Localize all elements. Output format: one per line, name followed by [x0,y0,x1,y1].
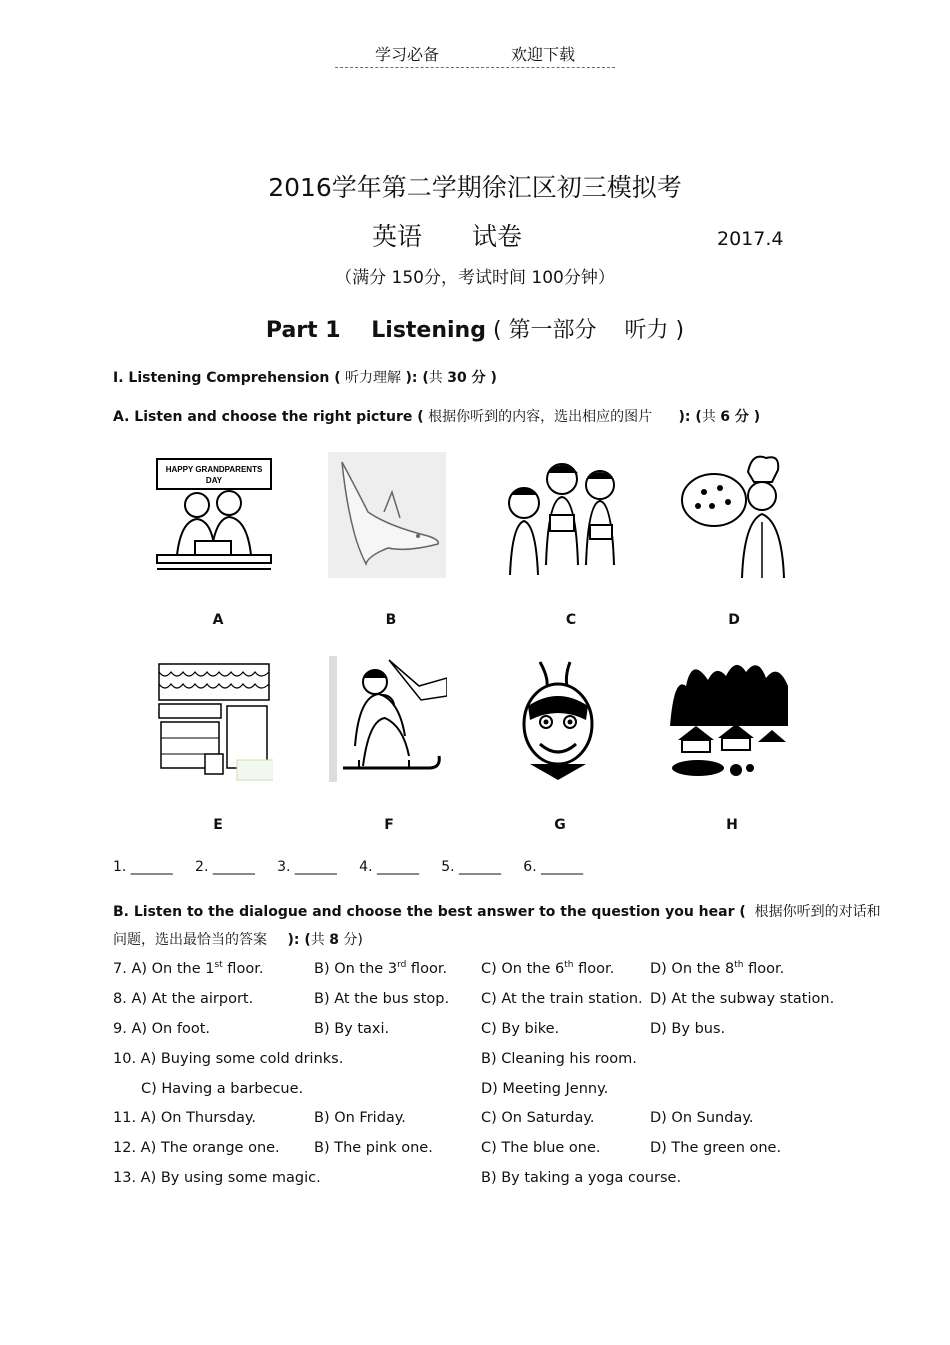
header-left: 学习必备 [374,45,439,64]
q9-option-a[interactable]: 9. A) On foot. [113,1021,210,1037]
picture-label-b: B [385,612,397,628]
q10-option-b[interactable]: B) Cleaning his room. [481,1051,637,1067]
q11-option-a[interactable]: 11. A) On Thursday. [113,1110,257,1126]
section-b-heading-line1: B. Listen to the dialogue and choose the best answer to the question you hear ( 根据你听到的对话和 [113,904,881,920]
header-line [335,42,615,68]
q12-option-d[interactable]: D) The green one. [650,1140,782,1156]
q8-option-d[interactable]: D) At the subway station. [650,991,835,1007]
picture-label-d: D [728,612,740,628]
q8-option-a[interactable]: 8. A) At the airport. [113,991,254,1007]
picture-d-chef-pizza [672,452,790,578]
q12-option-c[interactable]: C) The blue one. [481,1140,601,1156]
section-a-heading: A. Listen and choose the right picture ( 根据你听到的内容，选出相应的图片 ): (共 6 分 ) [113,409,761,425]
q7-option-b[interactable]: B) On the 3rd floor. [314,960,448,977]
exam-date: 2017.4 [717,228,784,250]
svg-text:HAPPY GRANDPARENTS: HAPPY GRANDPARENTS [165,465,263,474]
picture-e-shop [155,658,273,784]
part-heading [0,313,950,344]
q7-option-c[interactable]: C) On the 6th floor. [481,960,615,977]
answer-blanks-1-6: 1. ______ 2. ______ 3. ______ 4. ______ 5. ______ 6. ______ [113,859,584,875]
q11-option-c[interactable]: C) On Saturday. [481,1110,595,1126]
picture-label-e: E [213,817,223,833]
picture-b-shark [328,452,446,578]
picture-g-monkey-king [500,656,618,782]
section-b-heading-line2: 问题，选出最恰当的答案 ): (共 8 分) [113,932,363,948]
q11-option-d[interactable]: D) On Sunday. [650,1110,754,1126]
picture-h-village-mountains [670,656,788,782]
score-note: （满分 150分，考试时间 100分钟） [335,268,615,288]
picture-label-f: F [384,817,394,833]
q7-option-d[interactable]: D) On the 8th floor. [650,960,785,977]
exam-subject [372,217,522,253]
svg-text:DAY: DAY [205,476,223,485]
q13-option-b[interactable]: B) By taking a yoga course. [481,1170,682,1186]
picture-label-h: H [726,817,738,833]
q11-option-b[interactable]: B) On Friday. [314,1110,406,1126]
q12-option-a[interactable]: 12. A) The orange one. [113,1140,280,1156]
part-heading-rest: ( 第一部分 听力 ) [485,318,685,343]
q10-option-c[interactable]: C) Having a barbecue. [141,1081,304,1097]
picture-label-c: C [565,612,577,628]
q10-option-a[interactable]: 10. A) Buying some cold drinks. [113,1051,344,1067]
picture-a-grandparents [155,455,273,581]
picture-c-children-reading [502,455,620,581]
picture-label-a: A [212,612,224,628]
section-1-heading: I. Listening Comprehension ( 听力理解 ): (共 30 分 ) [113,370,497,386]
picture-f-sledding [329,656,447,782]
q7-option-a[interactable]: 7. A) On the 1st floor. [113,960,264,977]
q13-option-a[interactable]: 13. A) By using some magic. [113,1170,321,1186]
q9-option-d[interactable]: D) By bus. [650,1021,726,1037]
q12-option-b[interactable]: B) The pink one. [314,1140,433,1156]
q8-option-b[interactable]: B) At the bus stop. [314,991,450,1007]
exam-title: 2016学年第二学期徐汇区初三模拟考 [268,173,682,202]
page-header [0,42,950,68]
q9-option-c[interactable]: C) By bike. [481,1021,560,1037]
q8-option-c[interactable]: C) At the train station. [481,991,643,1007]
subject-paper: 试卷 [472,222,523,251]
q9-option-b[interactable]: B) By taxi. [314,1021,390,1037]
header-right: 欢迎下载 [511,45,576,64]
q10-option-d[interactable]: D) Meeting Jenny. [481,1081,609,1097]
subject-english: 英语 [372,222,423,251]
picture-label-g: G [554,817,566,833]
part-heading-bold: Part 1 Listening [265,318,486,343]
